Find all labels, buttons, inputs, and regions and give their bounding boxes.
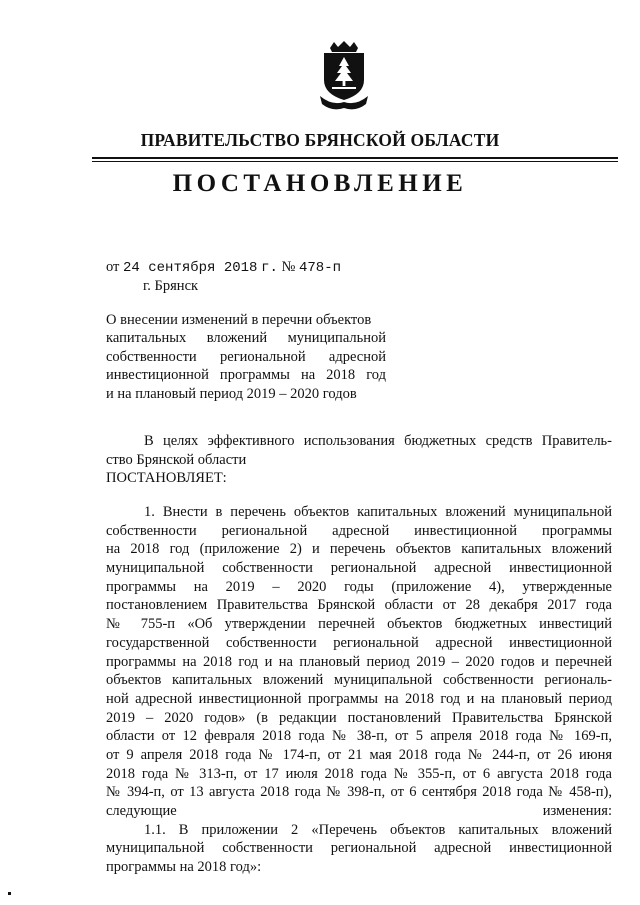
body-line: области от 12 февраля 2018 года № 38-п, от 5 апреля 2018 года № 169-п, (106, 728, 612, 745)
government-title: ПРАВИТЕЛЬСТВО БРЯНСКОЙ ОБЛАСТИ (140, 130, 500, 150)
body-line: № 755-п «Об утверждении перечней объектов бюджетных инвестиций (106, 616, 612, 633)
main-text (106, 503, 612, 877)
subject-line: О внесении изменений в перечни объектов (106, 312, 372, 328)
body-line: следующие изменения: (106, 803, 612, 819)
body-line: 1.1. В приложении 2 «Перечень объектов капитальных вложений (144, 821, 612, 838)
preamble-line: ство Брянской области (106, 451, 247, 468)
body-line: постановлением Правительства Брянской области от 28 декабря 2017 года (106, 597, 612, 614)
document-date: 24 сентября 2018 (123, 260, 258, 276)
number-sign-label: № (281, 259, 296, 275)
preamble-line: В целях эффективного использования бюджетных средств Правитель- (144, 433, 612, 449)
header-divider-thin (92, 161, 618, 162)
body-line: собственности региональной адресной инвестиционной программы (106, 522, 612, 539)
body-line: от 9 апреля 2018 года № 174-п, от 21 мая 2018 года № 244-п, от 26 июня (106, 746, 612, 763)
coat-of-arms-emblem (316, 40, 372, 112)
scan-speck (8, 892, 11, 895)
body-line: программы на 2019 – 2020 годы (приложение 4), утвержденные (106, 578, 612, 595)
body-line: программы на 2018 год и на плановый период 2019 – 2020 годов и перечней (106, 653, 612, 670)
resolves-label: ПОСТАНОВЛЯЕТ: (106, 470, 227, 487)
document-number: 478-п (298, 260, 341, 276)
body-line: программы на 2018 год»: (106, 859, 262, 876)
body-line: объектов капитальных вложений муниципальной собственности региональ- (106, 672, 612, 689)
body-line: ной адресной инвестиционной программы на 2018 год и на плановый период (106, 690, 612, 707)
document-date-line (106, 259, 341, 276)
header-divider-thick (92, 157, 618, 159)
body-line: на 2018 год (приложение 2) и перечень объектов капитальных вложений (106, 541, 612, 558)
body-line: государственной собственности региональной адресной инвестиционной (106, 634, 612, 651)
document-type-title: ПОСТАНОВЛЕНИЕ (172, 170, 468, 197)
subject-line: инвестиционной программы на 2018 год (106, 367, 386, 384)
body-line: 1. Внести в перечень объектов капитальных вложений муниципальной (144, 504, 612, 520)
body-line: муниципальной собственности региональной адресной инвестиционной (106, 560, 612, 577)
body-line: № 394-п, от 13 августа 2018 года № 398-п, от 6 сентября 2018 года № 458-п), (106, 784, 612, 801)
document-city: г. Брянск (143, 278, 199, 294)
subject-line: и на плановый период 2019 – 2020 годов (106, 385, 357, 402)
body-line: 2018 года № 313-п, от 17 июля 2018 года № 355-п, от 6 августа 2018 года (106, 765, 612, 782)
document-subject (106, 311, 386, 403)
preamble-paragraph (106, 432, 612, 488)
subject-line: капитальных вложений муниципальной (106, 330, 386, 347)
subject-line: собственности региональной адресной (106, 348, 386, 365)
year-suffix: г. (261, 260, 278, 276)
body-line: 2019 – 2020 годов» (в редакции постановлений Правительства Брянской (106, 709, 612, 726)
date-prefix-label: от (106, 259, 120, 275)
body-line: муниципальной собственности региональной адресной инвестиционной (106, 840, 612, 857)
